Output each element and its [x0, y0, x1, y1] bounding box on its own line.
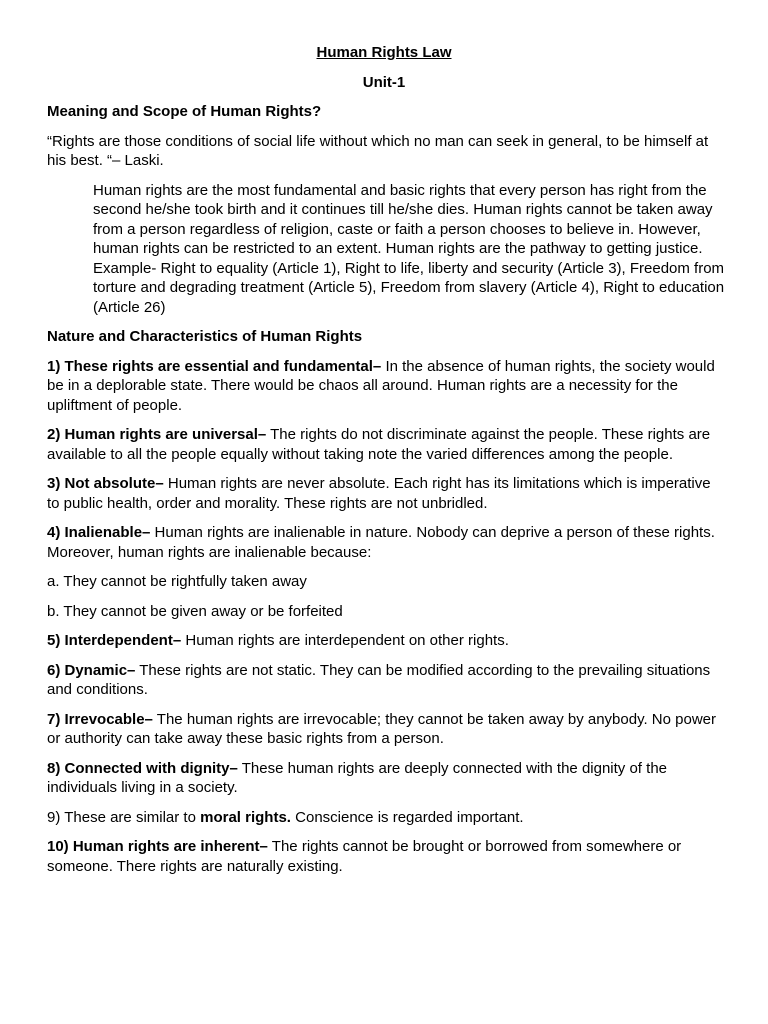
item-1-title: 1) These rights are essential and fundamental–	[47, 357, 382, 375]
item-7-title: 7) Irrevocable–	[47, 710, 153, 728]
characteristic-item-2	[47, 425, 727, 464]
sub-item-b: b. They cannot be given away or be forfeited	[47, 602, 343, 620]
item-10-title: 10) Human rights are inherent–	[47, 838, 268, 855]
definition-paragraph: Human rights are the most fundamental and basic rights that every person has right from the second he/she took birth and it continues till he/she dies. Human rights cannot be taken away from a person regardless of religion, caste or faith a person chooses to believe in. However, human rights can be restricted to an extent. Human rights are the pathway to getting justice. Example- Right to equality (Article 1), Right to life, liberty and security (Article 3), Freedom from torture and degrading treatment (Article 5), Freedom from slavery (Article 4), Right to education (Article 26)	[93, 181, 725, 316]
characteristic-item-1	[47, 357, 727, 416]
item-8-title: 8) Connected with dignity–	[47, 759, 238, 777]
item-5-title: 5) Interdependent–	[47, 632, 182, 649]
item-4-text: Human rights are inalienable in nature. Nobody can deprive a person of these rights. Moreover, human rights are inalienable because:	[47, 524, 715, 561]
characteristic-item-9	[47, 808, 727, 828]
characteristic-item-6	[47, 661, 727, 700]
item-9-bold: moral rights.	[200, 808, 291, 826]
document-body	[47, 102, 727, 886]
item-2-text: The rights do not discriminate against the people. These rights are available to all the people equally without taking note the varied differences among the people.	[47, 426, 711, 463]
laski-quote: “Rights are those conditions of social life without which no man can seek in general, to be himself at his best. “– Laski.	[47, 132, 709, 169]
characteristic-item-8	[47, 759, 727, 798]
characteristic-item-10	[47, 837, 727, 876]
item-4-title: 4) Inalienable–	[47, 524, 151, 541]
meaning-scope-heading: Meaning and Scope of Human Rights?	[47, 103, 322, 120]
characteristic-item-5	[47, 631, 727, 651]
document-title: Human Rights Law	[316, 44, 452, 61]
sub-item-a: a. They cannot be rightfully taken away	[47, 573, 307, 590]
unit-heading: Unit-1	[362, 74, 406, 91]
item-10-text: The rights cannot be brought or borrowed from somewhere or someone. There rights are naturally existing.	[47, 838, 682, 875]
item-9-pre: 9) These are similar to	[47, 808, 201, 826]
nature-heading: Nature and Characteristics of Human Rights	[47, 328, 363, 345]
item-9-post: Conscience is regarded important.	[290, 808, 524, 826]
item-1-text: In the absence of human rights, the society would be in a deplorable state. There would be chaos all around. Human rights are a necessity for the upliftment of people.	[47, 357, 715, 414]
item-5-text: Human rights are interdependent on other rights.	[181, 632, 509, 649]
item-8-text: These human rights are deeply connected with the dignity of the individuals living in a society.	[47, 759, 667, 796]
item-6-title: 6) Dynamic–	[47, 661, 136, 679]
item-6-text: These rights are not static. They can be modified according to the prevailing situations and conditions.	[47, 661, 711, 698]
characteristic-item-7	[47, 710, 727, 749]
item-2-title: 2) Human rights are universal–	[47, 426, 267, 443]
item-7-text: The human rights are irrevocable; they cannot be taken away by anybody. No power or authority can take away these basic rights from a person.	[47, 710, 717, 747]
characteristic-item-4	[47, 523, 727, 562]
item-3-title: 3) Not absolute–	[47, 475, 164, 492]
item-3-text: Human rights are never absolute. Each right has its limitations which is imperative to public health, order and morality. These rights are not unbridled.	[47, 475, 711, 512]
characteristic-item-3	[47, 474, 727, 513]
